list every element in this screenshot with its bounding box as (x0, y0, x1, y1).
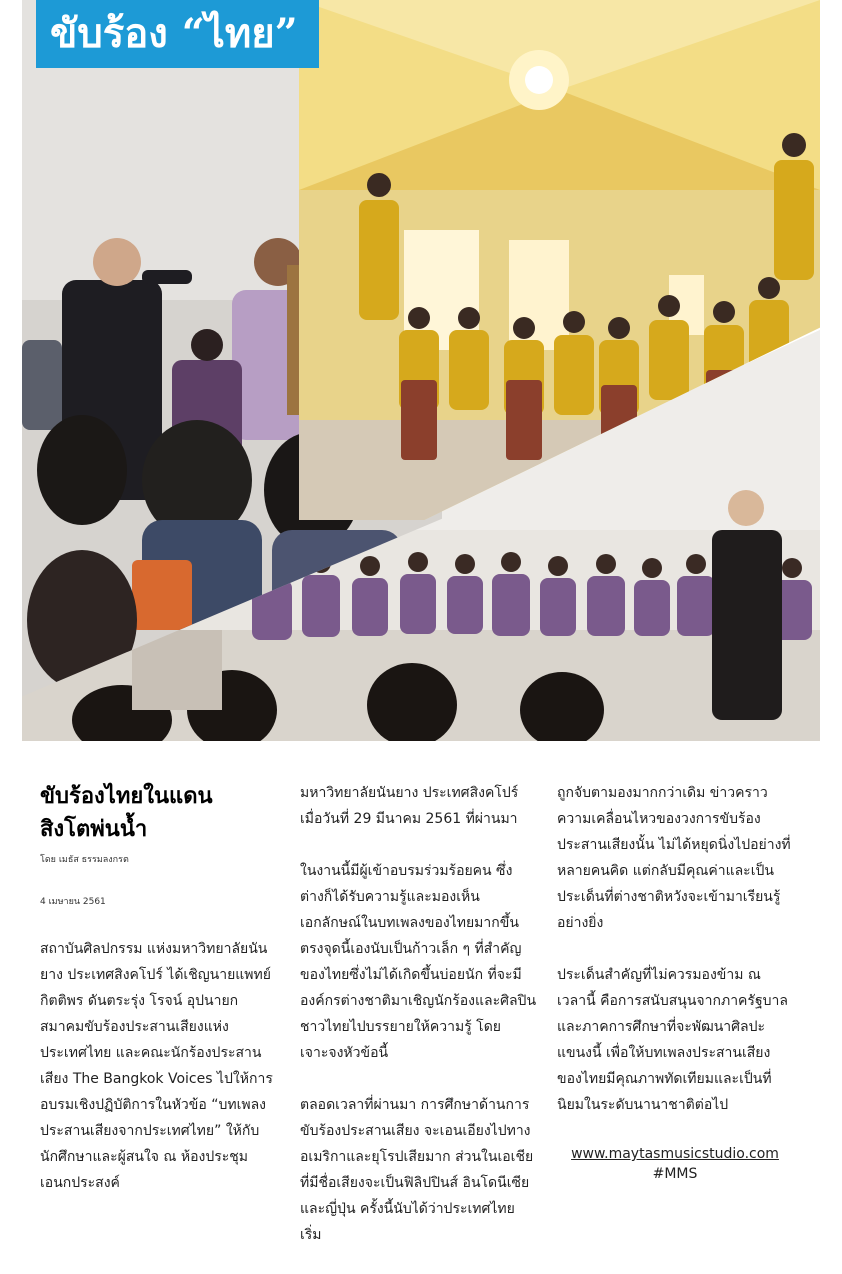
website-link[interactable]: www.maytasmusicstudio.com (571, 1146, 779, 1162)
article-paragraph: สถาบันศิลปกรรม แห่งมหาวิทยาลัยนันยาง ประเทศสิงคโปร์ ได้เชิญนายแพทย์กิตติพร ดันตระรุ่ง โรจน์ อุปนายกสมาคมขับร้องประสานเสียงแห่งประเทศไทย และคณะนักร้องประสานเสียง The Bangkok Voices ไปให้การอบรมเชิงปฏิบัติการในหัวข้อ “บทเพลงประสานเสียงจากประเทศไทย” ให้กับนักศึกษาและผู้สนใจ ณ ห้องประชุมเอนกประสงค์ (40, 941, 273, 1191)
banner-title: ขับร้อง “ไทย” (36, 0, 319, 68)
article-headline (40, 780, 276, 846)
article-paragraph: ประเด็นสำคัญที่ไม่ควรมองข้าม ณ เวลานี้ คือการสนับสนุนจากภาครัฐบาลและภาคการศึกษาที่จะพัฒนาศิลปะแขนงนี้ เพื่อให้บทเพลงประสานเสียงของไทยมีคุณภาพทัดเทียมและเป็นที่นิยมในระดับนานาชาติต่อไป (557, 967, 788, 1113)
headline-line-2: สิงโตพ่นน้ำ (40, 817, 148, 842)
article-column-1 (40, 780, 276, 1222)
article-paragraph: ในงานนี้มีผู้เข้าอบรมร่วมร้อยคน ซึ่งต่างก็ได้รับความรู้และมองเห็นเอกลักษณ์ในบทเพลงของไทยมากขึ้น ตรงจุดนี้เองนับเป็นก้าวเล็ก ๆ ที่สำคัญของไทยซึ่งไม่ได้เกิดขึ้นบ่อยนัก ที่จะมีองค์กรต่างชาติมาเชิญนักร้องและศิลปินชาวไทยไปบรรยายให้ความรู้ โดยเจาะจงหัวข้อนี้ (300, 863, 537, 1061)
article-paragraph: ถูกจับตามองมากกว่าเดิม ข่าวคราวความเคลื่อนไหวของวงการขับร้องประสานเสียงนั้น ไม่ได้หยุดนิ่งไปอย่างที่หลายคนคิด แต่กลับมีคุณค่าและเป็นประเด็นที่ต่างชาติหวังจะเข้ามาเรียนรู้อย่างยิ่ง (557, 785, 791, 931)
article-column-2 (300, 780, 536, 1274)
footer-links (557, 1144, 793, 1184)
article-date: 4 เมษายน 2561 (40, 897, 106, 907)
article-paragraph: ตลอดเวลาที่ผ่านมา การศึกษาด้านการขับร้องประสานเสียง จะเอนเอียงไปทางอเมริกาและยุโรปเสียมาก ส่วนในเอเชียที่มีชื่อเสียงจะเป็นฟิลิปปินส์ อินโดนีเซียและญี่ปุ่น ครั้งนี้นับได้ว่าประเทศไทยเริ่ม (300, 1097, 534, 1243)
photo-collage (22, 0, 820, 741)
article-paragraph: มหาวิทยาลัยนันยาง ประเทศสิงคโปร์ เมื่อวันที่ 29 มีนาคม 2561 ที่ผ่านมา (300, 785, 519, 827)
article-byline: โดย เมธัส ธรรมลงกรต (40, 855, 129, 865)
headline-line-1: ขับร้องไทยในแดน (40, 784, 213, 809)
hashtag: #MMS (652, 1166, 698, 1182)
article-column-3 (557, 780, 793, 1184)
